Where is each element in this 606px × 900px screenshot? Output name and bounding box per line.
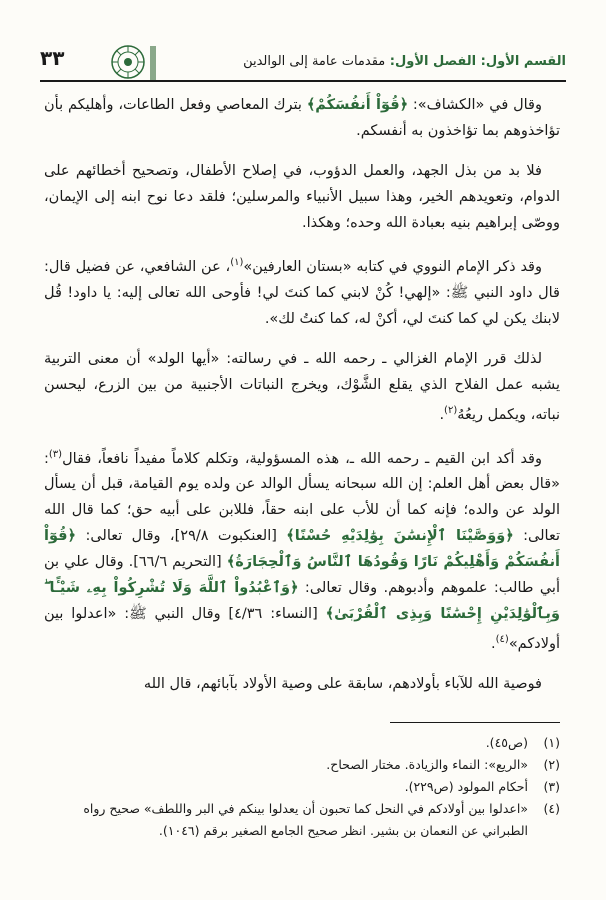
running-head-subtitle: مقدمات عامة إلى الوالدين <box>243 54 386 69</box>
footnote <box>44 754 560 776</box>
text-run: [العنكبوت ٢٩/٨]، وقال تعالى: <box>76 528 287 545</box>
footnote-ref[interactable]: (٣) <box>48 448 63 460</box>
quran-verse: ﴿قُوٓاْ أَنفُسَكُمْ وَأَهْلِيكُمْ نَارًا وَقُودُهَا ٱلنَّاسُ وَٱلْحِجَارَةُ﴾ <box>44 528 560 571</box>
footnote-text: أحكام المولود (ص٢٢٩). <box>404 779 528 794</box>
text-run: . <box>439 406 445 423</box>
footnote-number: (٣) <box>543 779 560 794</box>
footnote <box>44 732 560 754</box>
footnote <box>44 798 560 842</box>
paragraph-ghazali <box>44 346 560 428</box>
text-run: ، عن الشافعي، عن فضيل قال: قال داود النبي ﷺ: «إلهي! كُنْ لابني كما كنتَ لي! فأوحى الله تعالى إليه: يا داود! قُل لابنك يكن لي كما كنتَ لي، أكنْ له، كما كنتُ لك». <box>44 258 560 327</box>
paragraph-ibn-qayyim <box>44 442 560 658</box>
quran-verse: ﴿قُوٓاْ أَنفُسَكُمْ﴾ <box>306 97 409 113</box>
footnote-number: (٤) <box>543 801 560 816</box>
running-head <box>243 54 566 69</box>
text-run: وقال في «الكشاف»: <box>408 97 542 113</box>
text-run: بترك المعاصي وفعل الطاعات، وأهليكم بأن تؤاخذوهم بما تؤاخذون به أنفسكم. <box>44 97 560 139</box>
footnote <box>44 776 560 798</box>
text-run: لذلك قرر الإمام الغزالي ـ رحمه الله ـ في رسالته: «أيها الولد» أن معنى التربية يشبه عمل الفلاح الذي يقلع الشَّوْك، ويخرج النباتات الأجنبية من بين الزرع، ليحسن نباته، ويكمل ريعُهُ <box>44 350 560 423</box>
text-run: [النساء: ٤/٣٦] وقال النبي ﷺ: «اعدلوا بين أولادكم» <box>44 606 560 653</box>
footnote-text: «الريع»: النماء والزيادة. مختار الصحاح. <box>326 757 528 772</box>
text-run: وقد ذكر الإمام النووي في كتابه «بستان العارفين» <box>243 258 542 275</box>
text-run: وقد أكد ابن القيم ـ رحمه الله ـ، هذه المسؤولية، وتكلم كلاماً مفيداً نافعاً، فقال <box>62 450 542 467</box>
main-text <box>44 92 560 711</box>
text-run: . <box>491 636 496 653</box>
footnote-text: «اعدلوا بين أولادكم في النحل كما تحبون أن يعدلوا بينكم في البر واللطف» صحيح رواه الطبراني عن النعمان بن بشير. انظر صحيح الجامع الصغير برقم (١٠٤٦). <box>83 801 528 838</box>
footnotes <box>44 732 560 842</box>
page-header <box>40 40 566 82</box>
quran-verse: ﴿وَوَصَّيْنَا ٱلْإِنسَٰنَ بِوَٰلِدَيْهِ حُسْنًا﴾ <box>286 528 514 545</box>
running-head-part: القسم الأول: الفصل الأول: <box>389 54 566 69</box>
footnote-text: (ص٤٥). <box>485 735 528 750</box>
page-number: ٣٣ <box>40 46 65 70</box>
footnote-ref[interactable]: (٤) <box>495 634 509 646</box>
paragraph-effort: فلا بد من بذل الجهد، والعمل الدؤوب، في إصلاح الأطفال، وتصحيح أخطائهم على الدوام، وتعويدهم الخير، وهذا سبيل الأنبياء والمرسلين؛ فلقد دعا نوح ابنه إلى الإيمان، ووصّى إبراهيم بنيه بعبادة الله وحده؛ وهكذا. <box>44 163 560 231</box>
footnote-number: (١) <box>543 735 560 750</box>
quran-verse: ﴿وَٱعْبُدُواْ ٱللَّهَ وَلَا تُشْرِكُواْ بِهِۦ شَيْـًٔا ۖ وَبِٱلْوَٰلِدَيْنِ إِحْسَٰنًا وَبِذِى ٱلْقُرْبَىٰ﴾ <box>44 580 560 623</box>
footnote-divider <box>390 722 560 723</box>
footnote-number: (٢) <box>543 757 560 772</box>
paragraph-nawawi <box>44 250 560 332</box>
text-run: : «قال بعض أهل العلم: إن الله سبحانه يسأل الوالد عن ولده يوم القيامة، قبل أن يسأل الولد عن والده؛ فإنه كما أن للأب على ابنه حقاً، فللابن على أبيه حق؛ كما قال الله تعالى: <box>44 450 561 545</box>
footnote-ref[interactable]: (١) <box>230 257 244 268</box>
ornament-bar <box>150 46 156 80</box>
footnote-ref[interactable]: (٢) <box>444 404 458 416</box>
paragraph-conclusion: فوصية الله للآباء بأولادهم، سابقة على وصية الأولاد بآبائهم، قال الله <box>143 676 542 693</box>
rosette-ornament-icon <box>110 44 146 80</box>
paragraph-kashshaf <box>44 92 560 144</box>
text-run: [التحريم ٦٦/٦]. وقال علي بن أبي طالب: علموهم وأدبوهم. وقال تعالى: <box>44 554 561 597</box>
